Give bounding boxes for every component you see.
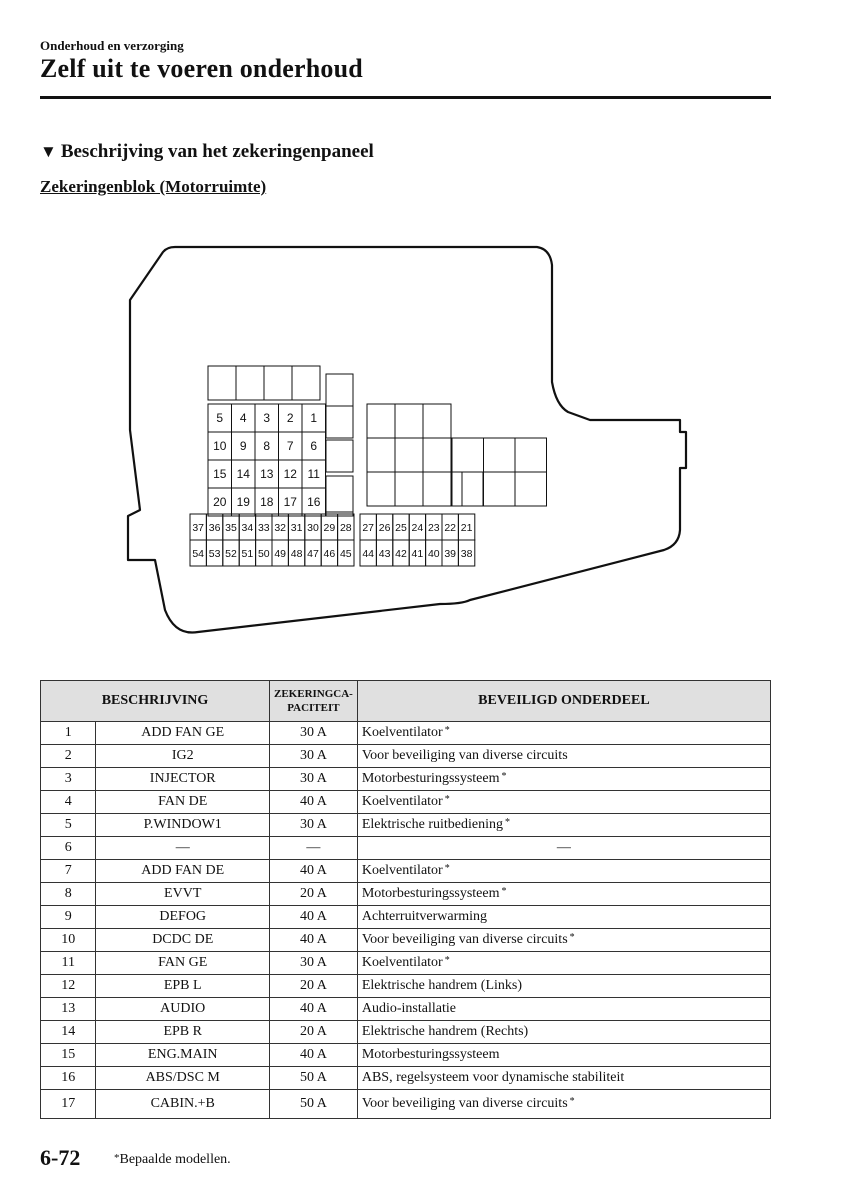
- table-row: [41, 929, 771, 952]
- table-header-row: [41, 681, 771, 722]
- fuse-number-label: 50: [257, 548, 270, 560]
- protected-component: [357, 768, 770, 791]
- fuse-number-label: 45: [339, 548, 352, 560]
- fuse-number-label: 54: [192, 548, 205, 560]
- header-description: BESCHRIJVING: [41, 681, 270, 722]
- fuse-number-label: 37: [192, 522, 205, 534]
- fuse-capacity-text: 30 A: [300, 955, 327, 970]
- protected-component: [357, 929, 770, 952]
- fuse-number: [41, 1090, 96, 1119]
- fuse-capacity-text: 30 A: [300, 771, 327, 786]
- protected-component-text: Koelventilator: [361, 794, 443, 809]
- fuse-number-label: 53: [208, 548, 221, 560]
- protected-component: [357, 1090, 770, 1119]
- fuse-capacity-text: 40 A: [300, 863, 327, 878]
- protected-component: [357, 998, 770, 1021]
- fuse-number-label: 40: [427, 548, 440, 560]
- fuse-name-text: IG2: [171, 748, 194, 763]
- protected-component: [357, 906, 770, 929]
- model-footnote-asterisk: *: [501, 771, 507, 782]
- fuse-name-text: CABIN.+B: [150, 1096, 215, 1111]
- fuse-name-text: EPB R: [163, 1024, 202, 1039]
- table-row: [41, 722, 771, 745]
- fuse-number-text: 9: [64, 909, 72, 924]
- fuse-number: [41, 860, 96, 883]
- protected-component: [357, 952, 770, 975]
- fuse-block-outline: [128, 247, 686, 633]
- fuse-number-label: 52: [225, 548, 237, 560]
- fuse-capacity: [270, 745, 358, 768]
- fuse-capacity-text: 40 A: [300, 909, 327, 924]
- fuse-capacity-text: 40 A: [300, 932, 327, 947]
- fuse-name: [96, 883, 270, 906]
- fuse-number-label: 38: [460, 548, 473, 560]
- fuse-number-text: 6: [64, 840, 72, 855]
- triangle-bullet-icon: ▼: [40, 142, 57, 161]
- protected-component-text: Elektrische ruitbediening: [361, 817, 503, 832]
- fuse-capacity: [270, 975, 358, 998]
- relay-slot: [326, 440, 353, 472]
- fuse-name: [96, 975, 270, 998]
- fuse-name-text: ENG.MAIN: [147, 1047, 218, 1062]
- fuse-capacity: [270, 722, 358, 745]
- fuse-number-label: 27: [362, 522, 375, 534]
- fuse-capacity: [270, 837, 358, 860]
- fuse-number-label: 1: [310, 411, 318, 425]
- fuse-number-label: 23: [427, 522, 440, 534]
- fuse-number-label: 32: [274, 522, 287, 534]
- fuse-name: [96, 952, 270, 975]
- relay-slot: [484, 438, 516, 472]
- protected-component-text: —: [556, 840, 571, 855]
- fuse-name: [96, 1044, 270, 1067]
- header-capacity: ZEKERINGCA-PACITEIT: [270, 681, 358, 722]
- fuse-number-text: 17: [61, 1096, 76, 1111]
- fuse-number-label: 8: [263, 439, 271, 453]
- table-row: [41, 1044, 771, 1067]
- fuse-table: [40, 680, 771, 1119]
- fuse-capacity: [270, 768, 358, 791]
- relay-slot: [452, 472, 484, 506]
- table-row: [41, 906, 771, 929]
- fuse-name-text: INJECTOR: [149, 771, 216, 786]
- relay-slot: [264, 366, 292, 400]
- fuse-number-label: 43: [378, 548, 391, 560]
- fuse-number-label: 48: [290, 548, 303, 560]
- model-footnote-asterisk: *: [444, 794, 450, 805]
- fuse-capacity: [270, 1021, 358, 1044]
- fuse-number: [41, 1021, 96, 1044]
- protected-component: [357, 837, 770, 860]
- model-footnote-asterisk: *: [444, 863, 450, 874]
- fuse-name: [96, 1067, 270, 1090]
- fuse-number-text: 5: [64, 817, 72, 832]
- fuse-name: [96, 814, 270, 837]
- table-row: [41, 791, 771, 814]
- relay-slot: [515, 438, 547, 472]
- table-row: [41, 952, 771, 975]
- fuse-name-text: —: [175, 840, 190, 855]
- fuse-name: [96, 1021, 270, 1044]
- table-row: [41, 975, 771, 998]
- fuse-capacity: [270, 814, 358, 837]
- fuse-cells: [190, 366, 547, 566]
- protected-component: [357, 883, 770, 906]
- fuse-number: [41, 768, 96, 791]
- fuse-number: [41, 998, 96, 1021]
- protected-component: [357, 1067, 770, 1090]
- protected-component-text: Koelventilator: [361, 955, 443, 970]
- fuse-capacity: [270, 929, 358, 952]
- table-row: [41, 745, 771, 768]
- fuse-number: [41, 906, 96, 929]
- protected-component-text: Voor beveiliging van diverse circuits: [361, 1096, 568, 1111]
- relay-slot: [208, 366, 236, 400]
- fuse-number-label: 46: [323, 548, 336, 560]
- fuse-number-label: 30: [307, 522, 319, 534]
- fuse-number-label: 17: [283, 495, 297, 509]
- fuse-number-label: 39: [444, 548, 457, 560]
- protected-component: [357, 722, 770, 745]
- fuse-capacity: [270, 883, 358, 906]
- fuse-number-text: 2: [64, 748, 72, 763]
- protected-component: [357, 745, 770, 768]
- protected-component-text: Audio-installatie: [361, 1001, 456, 1016]
- fuse-name: [96, 860, 270, 883]
- fuse-name-text: AUDIO: [160, 1001, 206, 1016]
- protected-component-text: Motorbesturingssysteem: [361, 1047, 500, 1062]
- fuse-capacity: [270, 998, 358, 1021]
- fuse-name: [96, 745, 270, 768]
- fuse-number-label: 51: [241, 548, 254, 560]
- fuse-number-label: 9: [239, 439, 247, 453]
- fuse-number-label: 33: [257, 522, 270, 534]
- footnote-text: Bepaalde modellen.: [119, 1152, 231, 1167]
- fuse-number-label: 14: [236, 467, 250, 481]
- fuse-number: [41, 883, 96, 906]
- model-footnote-asterisk: *: [501, 886, 507, 897]
- protected-component: [357, 975, 770, 998]
- fuse-name-text: ADD FAN GE: [141, 725, 225, 740]
- table-row: [41, 998, 771, 1021]
- fuse-number-label: 42: [395, 548, 407, 560]
- table-row: [41, 860, 771, 883]
- fuse-capacity-text: 30 A: [300, 725, 327, 740]
- fuse-number-label: 26: [378, 522, 391, 534]
- relay-slot: [292, 366, 320, 400]
- fuse-number-text: 4: [64, 794, 72, 809]
- fuse-number-label: 7: [286, 439, 294, 453]
- fuse-capacity: [270, 906, 358, 929]
- fuse-number-label: 22: [444, 522, 457, 534]
- fuse-number: [41, 1067, 96, 1090]
- relay-slot: [367, 404, 395, 438]
- fuse-name: [96, 906, 270, 929]
- fuse-number-label: 15: [213, 467, 227, 481]
- fuse-capacity-text: 40 A: [300, 1001, 327, 1016]
- model-footnote-asterisk: *: [444, 725, 450, 736]
- fuse-number-label: 29: [323, 522, 336, 534]
- fuse-capacity-text: —: [306, 840, 321, 855]
- model-footnote-asterisk: *: [569, 1096, 575, 1107]
- protected-component-text: ABS, regelsysteem voor dynamische stabiliteit: [361, 1070, 625, 1085]
- fuse-name-text: FAN GE: [158, 955, 208, 970]
- fuse-number-label: 3: [263, 411, 271, 425]
- table-row: [41, 814, 771, 837]
- protected-component-text: Elektrische handrem (Links): [361, 978, 523, 993]
- fuse-capacity: [270, 791, 358, 814]
- fuse-number-text: 10: [61, 932, 76, 947]
- fuse-number-label: 31: [290, 522, 303, 534]
- fuse-number: [41, 837, 96, 860]
- fuse-number-label: 4: [239, 411, 247, 425]
- fuse-capacity: [270, 1044, 358, 1067]
- fuse-number-text: 8: [64, 886, 72, 901]
- relay-slot: [423, 472, 451, 506]
- fuse-name-text: DEFOG: [159, 909, 207, 924]
- relay-slot: [395, 472, 423, 506]
- fuse-number-label: 12: [283, 467, 297, 481]
- fuse-number-text: 16: [61, 1070, 76, 1085]
- fuse-number-label: 16: [307, 495, 321, 509]
- fuse-number-label: 47: [307, 548, 319, 560]
- fuse-name-text: FAN DE: [158, 794, 208, 809]
- fuse-number-label: 10: [213, 439, 227, 453]
- fuse-number-label: 36: [208, 522, 221, 534]
- relay-slot: [326, 374, 353, 406]
- fuse-number-label: 28: [339, 522, 352, 534]
- fuse-number: [41, 814, 96, 837]
- fuse-name-text: ADD FAN DE: [141, 863, 225, 878]
- page-title: Zelf uit te voeren onderhoud: [40, 54, 363, 83]
- fuse-number-label: 18: [260, 495, 274, 509]
- page-number: 6-72: [40, 1145, 81, 1170]
- fuse-name: [96, 768, 270, 791]
- fuse-capacity-text: 40 A: [300, 794, 327, 809]
- footnote: [114, 1152, 231, 1168]
- fuse-number-label: 41: [411, 548, 424, 560]
- fuse-number-text: 13: [61, 1001, 76, 1016]
- fuse-number: [41, 952, 96, 975]
- fuse-number: [41, 791, 96, 814]
- relay-slot: [462, 472, 483, 506]
- model-footnote-asterisk: *: [444, 955, 450, 966]
- fuse-number-label: 19: [236, 495, 250, 509]
- protected-component: [357, 814, 770, 837]
- relay-slot: [484, 472, 516, 506]
- relay-slot: [423, 438, 451, 472]
- protected-component-text: Koelventilator: [361, 863, 443, 878]
- fuse-number: [41, 722, 96, 745]
- fuse-name-text: EVVT: [164, 886, 202, 901]
- relay-slot: [395, 438, 423, 472]
- subheading-text: Beschrijving van het zekeringenpaneel: [60, 141, 374, 162]
- fuse-name: [96, 929, 270, 952]
- relay-slot: [452, 438, 484, 472]
- model-footnote-asterisk: *: [504, 817, 510, 828]
- relay-slot: [423, 404, 451, 438]
- fuse-name: [96, 722, 270, 745]
- fuse-capacity-text: 50 A: [300, 1070, 327, 1085]
- relay-slot: [236, 366, 264, 400]
- relay-slot: [367, 472, 395, 506]
- protected-component: [357, 1044, 770, 1067]
- fuse-number-text: 11: [61, 955, 75, 970]
- fuse-number-text: 1: [64, 725, 72, 740]
- table-row: [41, 768, 771, 791]
- relay-slot: [326, 476, 353, 512]
- fuse-number-label: 2: [286, 411, 294, 425]
- protected-component-text: Voor beveiliging van diverse circuits: [361, 748, 568, 763]
- fuse-name: [96, 998, 270, 1021]
- fuse-name: [96, 837, 270, 860]
- table-row: [41, 1090, 771, 1119]
- table-row: [41, 1067, 771, 1090]
- fuse-number-text: 7: [64, 863, 72, 878]
- fuse-capacity: [270, 860, 358, 883]
- fuse-number-label: 24: [411, 522, 424, 534]
- protected-component-text: Elektrische handrem (Rechts): [361, 1024, 529, 1039]
- protected-component-text: Motorbesturingssysteem: [361, 771, 500, 786]
- fuse-block-heading: Zekeringenblok (Motorruimte): [40, 177, 267, 196]
- fuse-capacity-text: 30 A: [300, 817, 327, 832]
- relay-slot: [515, 472, 547, 506]
- fuse-number: [41, 929, 96, 952]
- fuse-capacity-text: 40 A: [300, 1047, 327, 1062]
- fuse-capacity-text: 20 A: [300, 1024, 327, 1039]
- fuse-number-text: 12: [61, 978, 76, 993]
- protected-component-text: Koelventilator: [361, 725, 443, 740]
- fuse-name-text: EPB L: [163, 978, 202, 993]
- fuse-number-label: 5: [216, 411, 224, 425]
- fuse-number-label: 21: [460, 522, 473, 534]
- fuse-number-label: 20: [213, 495, 227, 509]
- table-row: [41, 837, 771, 860]
- footnote-asterisk: *: [114, 1152, 120, 1164]
- relay-slot: [326, 406, 353, 438]
- fuse-number-label: 25: [395, 522, 407, 534]
- fuse-number: [41, 975, 96, 998]
- table-row: [41, 883, 771, 906]
- fuse-number-label: 34: [241, 522, 254, 534]
- fuse-number-text: 3: [64, 771, 72, 786]
- fuse-number-label: 13: [260, 467, 274, 481]
- section-label: Onderhoud en verzorging: [40, 38, 184, 53]
- fuse-name: [96, 1090, 270, 1119]
- fuse-name-text: DCDC DE: [152, 932, 214, 947]
- protected-component-text: Motorbesturingssysteem: [361, 886, 500, 901]
- protected-component: [357, 860, 770, 883]
- fuse-number-text: 14: [61, 1024, 76, 1039]
- header-protected: BEVEILIGD ONDERDEEL: [357, 681, 770, 722]
- fuse-capacity: [270, 952, 358, 975]
- fuse-capacity: [270, 1090, 358, 1119]
- fuse-capacity-text: 20 A: [300, 886, 327, 901]
- fuse-number-label: 6: [310, 439, 318, 453]
- protected-component: [357, 791, 770, 814]
- fuse-number: [41, 1044, 96, 1067]
- protected-component-text: Achterruitverwarming: [361, 909, 488, 924]
- model-footnote-asterisk: *: [569, 932, 575, 943]
- fuse-number-label: 35: [225, 522, 237, 534]
- protected-component: [357, 1021, 770, 1044]
- fuse-name-text: ABS/DSC M: [145, 1070, 220, 1085]
- fuse-capacity-text: 20 A: [300, 978, 327, 993]
- fuse-number: [41, 745, 96, 768]
- table-row: [41, 1021, 771, 1044]
- fuse-number-label: 44: [362, 548, 375, 560]
- relay-slot: [395, 404, 423, 438]
- fuse-number-text: 15: [61, 1047, 76, 1062]
- fuse-capacity-text: 50 A: [300, 1096, 327, 1111]
- relay-slot: [367, 438, 395, 472]
- fuse-table-body: [41, 722, 771, 1119]
- fuse-capacity-text: 30 A: [300, 748, 327, 763]
- fuse-number-label: 49: [274, 548, 287, 560]
- fuse-name: [96, 791, 270, 814]
- fuse-name-text: P.WINDOW1: [143, 817, 222, 832]
- protected-component-text: Voor beveiliging van diverse circuits: [361, 932, 568, 947]
- fuse-capacity: [270, 1067, 358, 1090]
- fuse-number-label: 11: [307, 467, 320, 481]
